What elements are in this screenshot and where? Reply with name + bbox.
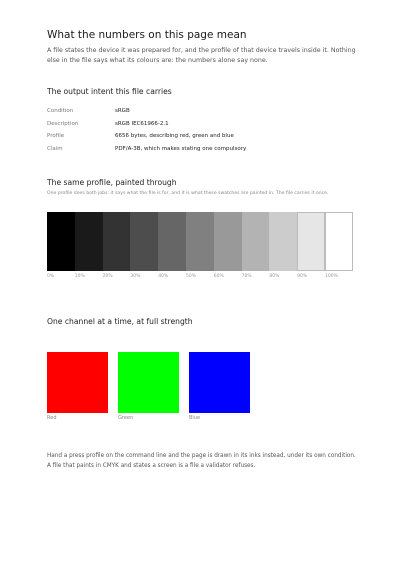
gray-swatch bbox=[103, 212, 131, 271]
gray-swatch bbox=[158, 212, 186, 271]
intent-heading: The output intent this file carries bbox=[47, 87, 172, 96]
gray-swatch-label: 100% bbox=[325, 274, 338, 279]
intent-value: sRGB IEC61966-2.1 bbox=[115, 120, 169, 127]
primaries-heading: One channel at a time, at full strength bbox=[47, 317, 193, 326]
gray-swatch-label: 70% bbox=[241, 274, 252, 279]
gray-swatch bbox=[214, 212, 242, 271]
intent-key: Description bbox=[47, 120, 79, 127]
ramp-heading: The same profile, painted through bbox=[47, 178, 177, 187]
gray-swatch bbox=[269, 212, 297, 271]
gray-ramp bbox=[47, 212, 353, 271]
intent-value: 6656 bytes, describing red, green and blue bbox=[115, 133, 234, 139]
gray-swatch-label: 0% bbox=[47, 274, 55, 279]
swatch-green bbox=[118, 352, 179, 413]
swatch-blue bbox=[189, 352, 250, 413]
lead-paragraph: A file states the device it was prepared for, and the profile of that device travels inside it. Nothing else in the file says what its colours are: the numbers alone say none. bbox=[47, 47, 356, 64]
intent-value: PDF/A-3B, which makes stating one compulsory bbox=[115, 145, 247, 152]
gray-swatch bbox=[186, 212, 214, 271]
intent-key: Profile bbox=[47, 133, 65, 139]
swatch-label-green: Green bbox=[118, 415, 134, 421]
gray-swatch bbox=[242, 212, 270, 271]
gray-swatch-label: 40% bbox=[158, 274, 169, 279]
swatch-label-red: Red bbox=[47, 415, 57, 421]
gray-swatch-label: 90% bbox=[297, 274, 308, 279]
gray-swatch-label: 10% bbox=[74, 274, 85, 279]
gray-swatch bbox=[47, 212, 75, 271]
intent-key: Claim bbox=[47, 145, 63, 152]
gray-swatch-label: 80% bbox=[269, 274, 280, 279]
ramp-note: One profile does both jobs: it says what the file is for, and it is what these swatches are painted in. The file carries it once. bbox=[47, 191, 329, 196]
gray-ramp-labels bbox=[47, 274, 353, 282]
gray-swatch-label: 30% bbox=[130, 274, 141, 279]
gray-swatch bbox=[130, 212, 158, 271]
page-title: What the numbers on this page mean bbox=[47, 29, 247, 41]
gray-swatch bbox=[75, 212, 103, 271]
swatch-red bbox=[47, 352, 108, 413]
gray-swatch bbox=[297, 212, 325, 271]
intent-key: Condition bbox=[47, 108, 74, 114]
gray-swatch-label: 50% bbox=[186, 274, 197, 279]
gray-swatch-label: 20% bbox=[102, 274, 113, 279]
gray-swatch-label: 60% bbox=[213, 274, 224, 279]
gray-swatch bbox=[325, 212, 353, 271]
intent-value: sRGB bbox=[115, 108, 130, 114]
footer-paragraph: Hand a press profile on the command line and the page is drawn in its inks instead, under its own condition. A file that paints in CMYK and states a screen is a file a validator refuses. bbox=[47, 453, 356, 469]
swatch-label-blue: Blue bbox=[189, 415, 201, 421]
